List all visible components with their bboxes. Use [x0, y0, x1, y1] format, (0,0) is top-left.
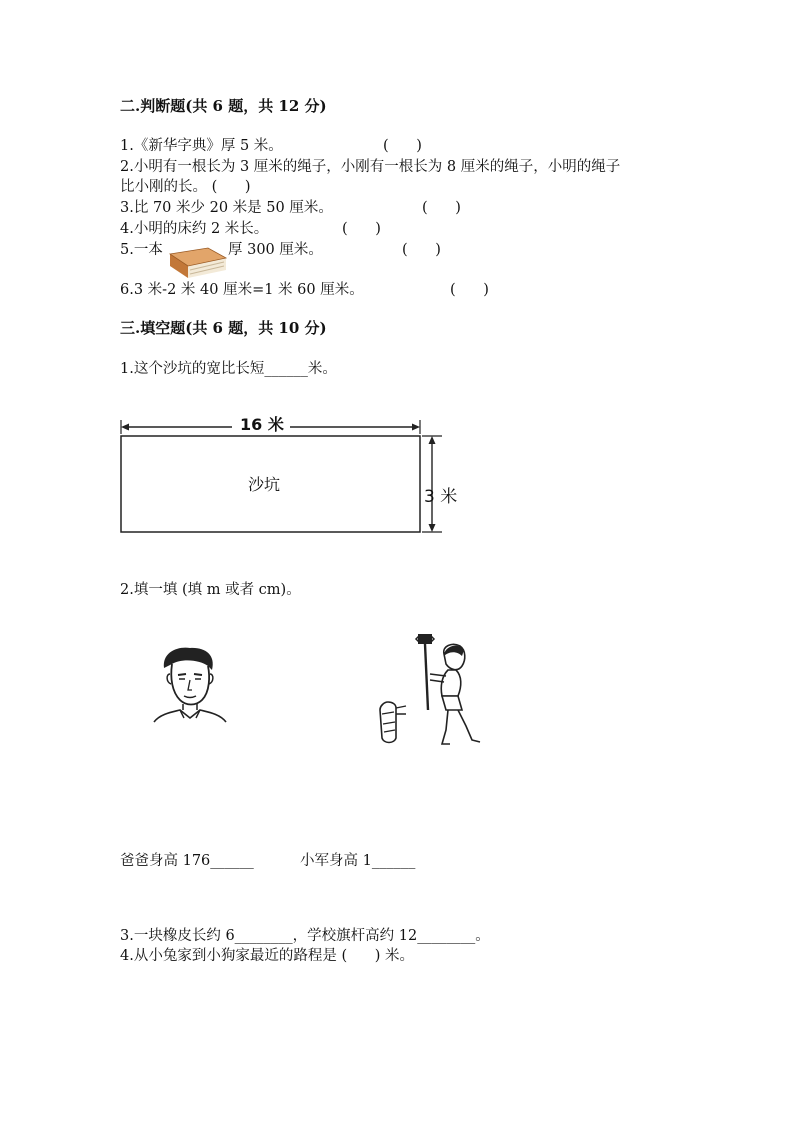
- fill-question-3: 3.一块橡皮长约 6________，学校旗杆高约 12________。: [120, 928, 490, 944]
- answer-paren-3[interactable]: ( ): [422, 200, 461, 216]
- section2-heading: 二.判断题(共 6 题，共 12 分): [120, 97, 327, 115]
- book-icon: [166, 244, 228, 280]
- boy-chopping-wood-illustration: [368, 630, 494, 750]
- fill-question-1: 1.这个沙坑的宽比长短______米。: [120, 361, 337, 377]
- answer-paren-1[interactable]: ( ): [383, 138, 422, 154]
- section3-heading: 三.填空题(共 6 题，共 10 分): [120, 319, 327, 337]
- question-4: 4.小明的床约 2 米长。: [120, 221, 269, 237]
- length-label: 16 米: [240, 415, 284, 434]
- width-label: 3 米: [424, 487, 458, 507]
- question-2-line1: 2.小明有一根长为 3 厘米的绳子，小刚有一根长为 8 厘米的绳子，小明的绳子: [120, 159, 621, 175]
- question-5-post: 厚 300 厘米。: [228, 242, 323, 258]
- fill-question-2: 2.填一填 (填 m 或者 cm)。: [120, 582, 301, 598]
- boy-height-caption: 小军身高 1______: [300, 853, 416, 869]
- question-6: 6.3 米-2 米 40 厘米=1 米 60 厘米。: [120, 282, 364, 298]
- man-portrait-illustration: [150, 644, 230, 724]
- sandpit-diagram: [110, 408, 470, 543]
- sandpit-label: 沙坑: [248, 475, 281, 494]
- fill-question-4: 4.从小兔家到小狗家最近的路程是 ( ) 米。: [120, 948, 415, 964]
- question-1: 1.《新华字典》厚 5 米。: [120, 138, 283, 154]
- question-3: 3.比 70 米少 20 米是 50 厘米。: [120, 200, 333, 216]
- question-5-pre: 5.一本: [120, 242, 163, 258]
- question-2-line2: 比小刚的长。 ( ): [120, 179, 251, 195]
- answer-paren-4[interactable]: ( ): [342, 221, 381, 237]
- answer-paren-6[interactable]: ( ): [450, 282, 489, 298]
- answer-paren-5[interactable]: ( ): [402, 242, 441, 258]
- dad-height-caption: 爸爸身高 176______: [120, 853, 254, 869]
